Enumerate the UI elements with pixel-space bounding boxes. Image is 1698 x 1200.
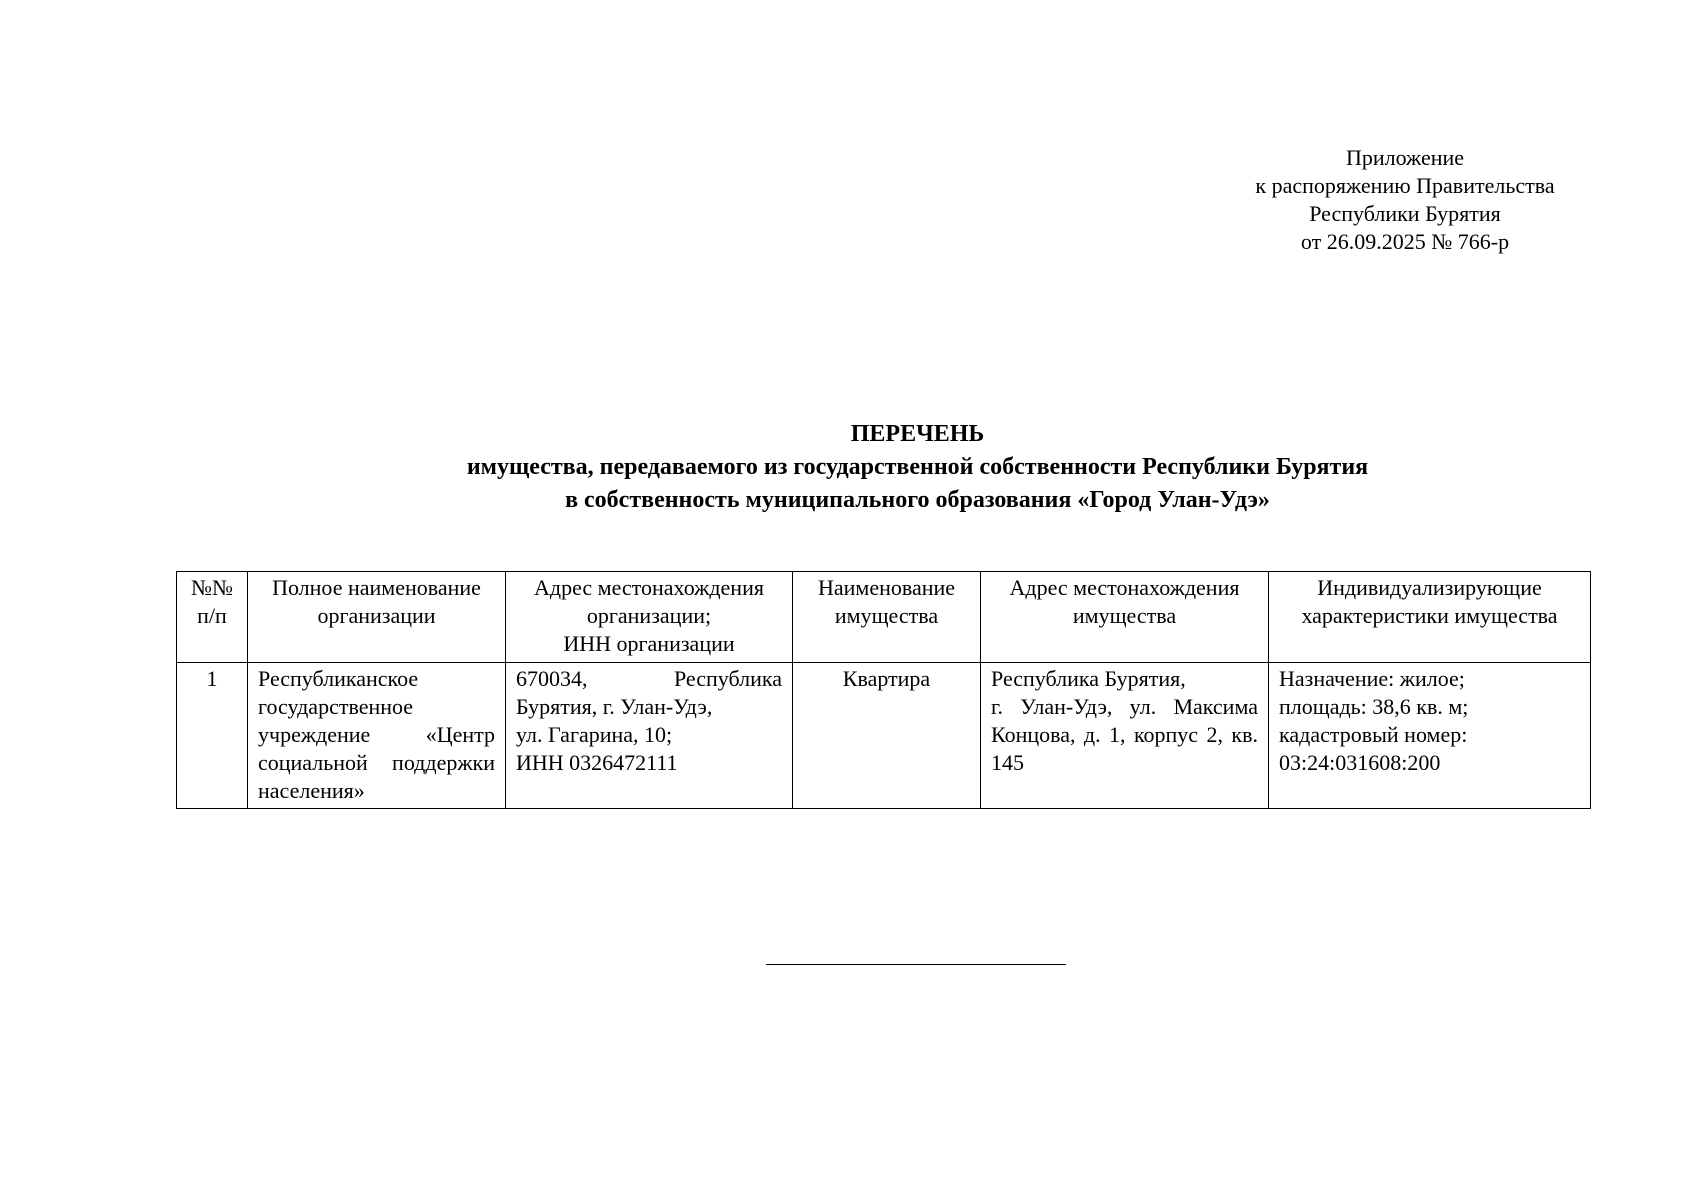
table-header-row	[177, 572, 1591, 663]
header-property-name: Наименование имущества	[793, 572, 981, 663]
row-org-address: 670034, Республика Бурятия, г. Улан-Удэ, ул. Гагарина, 10; ИНН 0326472111	[506, 663, 793, 809]
appendix-block	[1190, 144, 1620, 256]
row-number: 1	[177, 663, 248, 809]
header-number: №№ п/п	[177, 572, 248, 663]
appendix-date-number: от 26.09.2025 № 766-р	[1300, 229, 1510, 254]
appendix-authority: Республики Бурятия	[1309, 201, 1501, 226]
document-title	[300, 418, 1535, 517]
title-recipient: в собственность муниципального образования «Город Улан-Удэ»	[565, 487, 1270, 513]
closing-divider	[766, 964, 1066, 965]
title-heading: ПЕРЕЧЕНЬ	[850, 421, 985, 447]
property-table	[176, 571, 1591, 809]
title-subject: имущества, передаваемого из государственной собственности Республики Бурятия	[466, 454, 1369, 480]
row-organization: Республиканское государственное учреждение «Центр социальной поддержки населения»	[248, 663, 506, 809]
appendix-order-ref: к распоряжению Правительства	[1255, 173, 1555, 198]
row-characteristics: Назначение: жилое; площадь: 38,6 кв. м; кадастровый номер: 03:24:031608:200	[1269, 663, 1591, 809]
header-organization: Полное наименование организации	[248, 572, 506, 663]
appendix-title: Приложение	[1345, 145, 1465, 170]
header-property-address: Адрес местонахождения имущества	[981, 572, 1269, 663]
header-org-address: Адрес местонахождения организации; ИНН организации	[506, 572, 793, 663]
row-property-name: Квартира	[793, 663, 981, 809]
table-row	[177, 663, 1591, 809]
header-characteristics: Индивидуализирующие характеристики имущества	[1269, 572, 1591, 663]
row-property-address: Республика Бурятия, г. Улан-Удэ, ул. Максима Концова, д. 1, корпус 2, кв. 145	[981, 663, 1269, 809]
